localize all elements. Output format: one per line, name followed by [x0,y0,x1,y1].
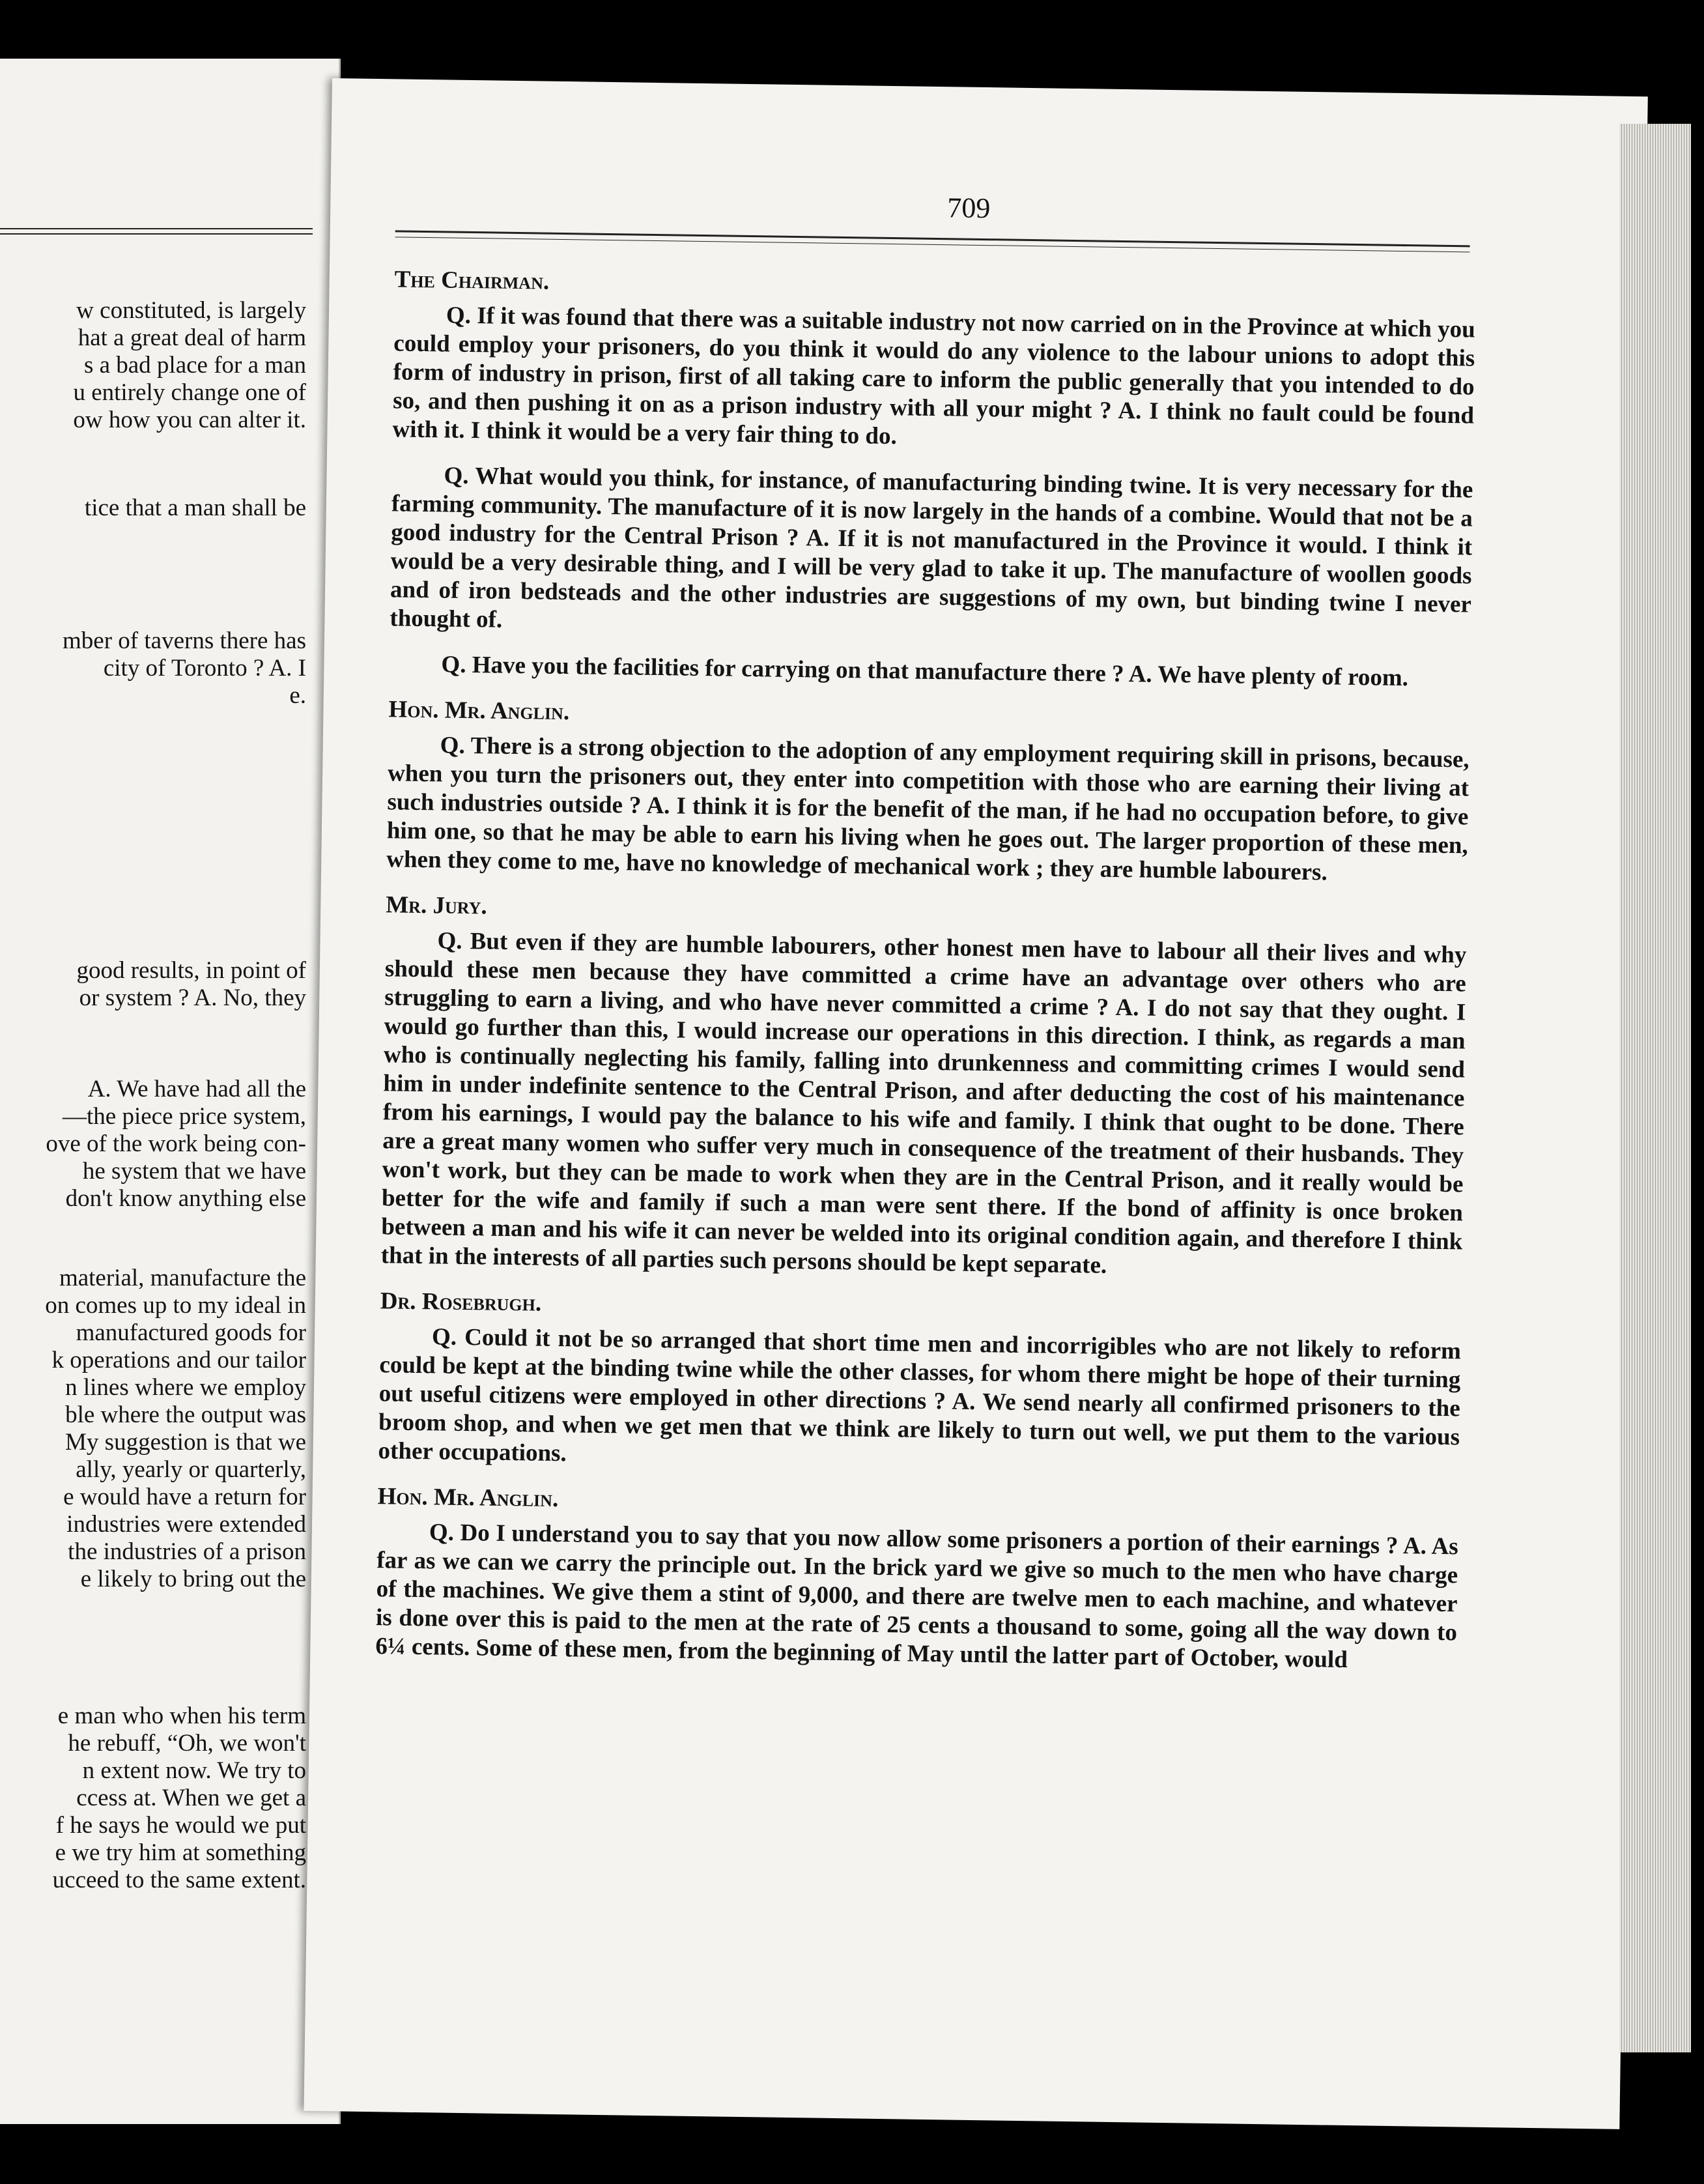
speaker-name: Hon. Mr. Anglin. [388,696,570,726]
left-page-line: city of Toronto ? A. I [103,655,306,682]
left-page-line: n lines where we employ [65,1374,306,1401]
left-page-line: ally, yearly or quarterly, [76,1456,306,1483]
section-anglin [386,695,1470,889]
left-page-line: material, manufacture the [59,1265,306,1291]
left-page-line: mber of taverns there has [63,627,306,654]
speaker-name: Hon. Mr. Anglin. [377,1483,559,1513]
left-page-line: e would have a return for [63,1484,306,1510]
left-page-line: manufactured goods for [76,1319,306,1346]
left-page-line: e we try him at something [55,1839,306,1866]
left-page-line: good results, in point of [76,957,306,984]
section-rosebrugh [378,1287,1462,1480]
left-page-line: A. We have had all the [87,1076,306,1102]
left-page-line: e. [289,682,306,709]
left-page-line: e likely to bring out the [80,1566,306,1592]
left-page-line: tice that a man shall be [84,495,306,521]
left-page-rule [0,228,313,229]
left-page-line: My suggestion is that we [65,1429,306,1456]
left-page-line: on comes up to my ideal in [45,1292,306,1319]
book-page-edges [1619,124,1691,2052]
right-page [304,78,1647,2129]
left-page-line: k operations and our tailor [51,1347,306,1373]
section-chairman [389,265,1476,693]
paragraph: Q. Have you the facilities for carrying on that manufacture there ? A. We have plenty of room. [441,651,1409,692]
left-page-line: he rebuff, “Oh, we won't [68,1730,306,1757]
paragraph: Q. But even if they are humble labourers, other honest men have to labour all their lives and why should these men because they have committed a crime have an advantage over others who are struggling to earn a living, and who have never committed a crime ? A. I do not say that they ought. I would go further than this, I would increase our operations in this direction. I think, as regards a man who is continually neglecting his family, falling into drunkenness and committing crimes I would send him in under indefinite sentence to the Central Prison, and after deducting the cost of his maintenance from his earnings, I would pay the balance to his wife and family. I think that ought to be done. There are a great many women who suffer very much in consequence of the treatment of their husbands. They won't work, but they can be made to work when they are in the Central Prison, and it really would be better for the wife and family if such a man were sent there. If the bond of affinity is once broken between a man and his wife it can never be welded into its original condition again, and therefore I think that in the interests of all parties such persons should be kept separate. [380,927,1467,1279]
left-page-line: f he says he would we put [55,1812,306,1839]
left-page-line: or system ? A. No, they [79,984,306,1011]
paragraph: Q. There is a strong objection to the adoption of any employment requiring skill in prisons, because, when you turn the prisoners out, they enter into competition with those who are earning their living at such industries outside ? A. I think it is for the benefit of the man, if he had no occupation before, to give him one, so that he may be able to earn his living when he goes out. The larger proportion of these men, when they come to me, have no knowledge of mechanical work ; they are humble labourers. [386,732,1470,886]
paragraph: Q. Do I understand you to say that you now allow some prisoners a portion of their earnings ? A. As far as we can we carry the principle out. In the brick yard we give so much to the men who have charge of the machines. We give them a stint of 9,000, and there are twelve men to each machine, and whatever is done over this is paid to the men at the rate of 25 cents a thousand to some, going all the way down to 6¼ cents. Some of these men, from the beginning of May until the latter part of October, would [375,1519,1458,1673]
left-page-line: ow how you can alter it. [73,407,306,433]
left-page-line: ucceed to the same extent. [52,1867,306,1893]
paragraph: Q. If it was found that there was a suitable industry not now carried on in the Province at which you could employ your prisoners, do you think it would do any violence to the labour unions to adopt this form of industry in prison, first of all taking care to inform the public generally that you intended to do so, and then pushing it on as a prison industry with all your might ? A. I think no fault could be found with it. I think it would be a very fair thing to do. [392,302,1476,450]
left-page-line: the industries of a prison [68,1538,306,1565]
left-page-line: ove of the work being con- [46,1130,306,1157]
paragraph: Q. What would you think, for instance, of manufacturing binding twine. It is very necessary for the farming community. The manufacture of it is now largely in the hands of a combine. Would that not be a good industry for the Central Prison ? A. If it is not manufactured in the Province it would. I think it would be a very desirable thing, and I will be very glad to take it up. The manufacture of woollen goods and of iron bedsteads and the other industries are suggestions of my own, but binding twine I never thought of. [390,462,1473,633]
left-page-line: industries were extended [66,1511,306,1538]
left-page-line: he system that we have [82,1158,306,1185]
speaker-name: The Chairman. [394,266,550,295]
section-jury [380,891,1467,1285]
left-page-line: don't know anything else [65,1185,306,1212]
left-page-line: w constituted, is largely [76,297,306,324]
page-number: 709 [946,192,991,225]
left-page-line: —the piece price system, [63,1103,306,1130]
speaker-name: Dr. Rosebrugh. [380,1287,542,1317]
left-page-line: ccess at. When we get a [76,1785,306,1811]
left-page-line: ble where the output was [65,1401,306,1428]
left-page-line: hat a great deal of harm [78,324,306,351]
page-body [375,255,1476,1693]
speaker-name: Mr. Jury. [386,891,487,920]
left-page-line: e man who when his term [57,1703,306,1729]
left-page-line: n extent now. We try to [82,1757,306,1784]
section-anglin-2 [375,1482,1459,1676]
left-page [0,59,341,2124]
left-page-line: u entirely change one of [73,379,306,406]
left-page-line: s a bad place for a man [83,352,306,379]
paragraph: Q. Could it not be so arranged that short time men and incorrigibles who are not likely to reform could be kept at the binding twine while the other classes, for whom there might be hope of their turning out useful citizens were employed in other directions ? A. We send nearly all confirmed prisoners to the broom shop, and when we get men that we think are likely to turn out well, we put them to the various other occupations. [378,1323,1462,1467]
left-page-rule [0,233,313,235]
